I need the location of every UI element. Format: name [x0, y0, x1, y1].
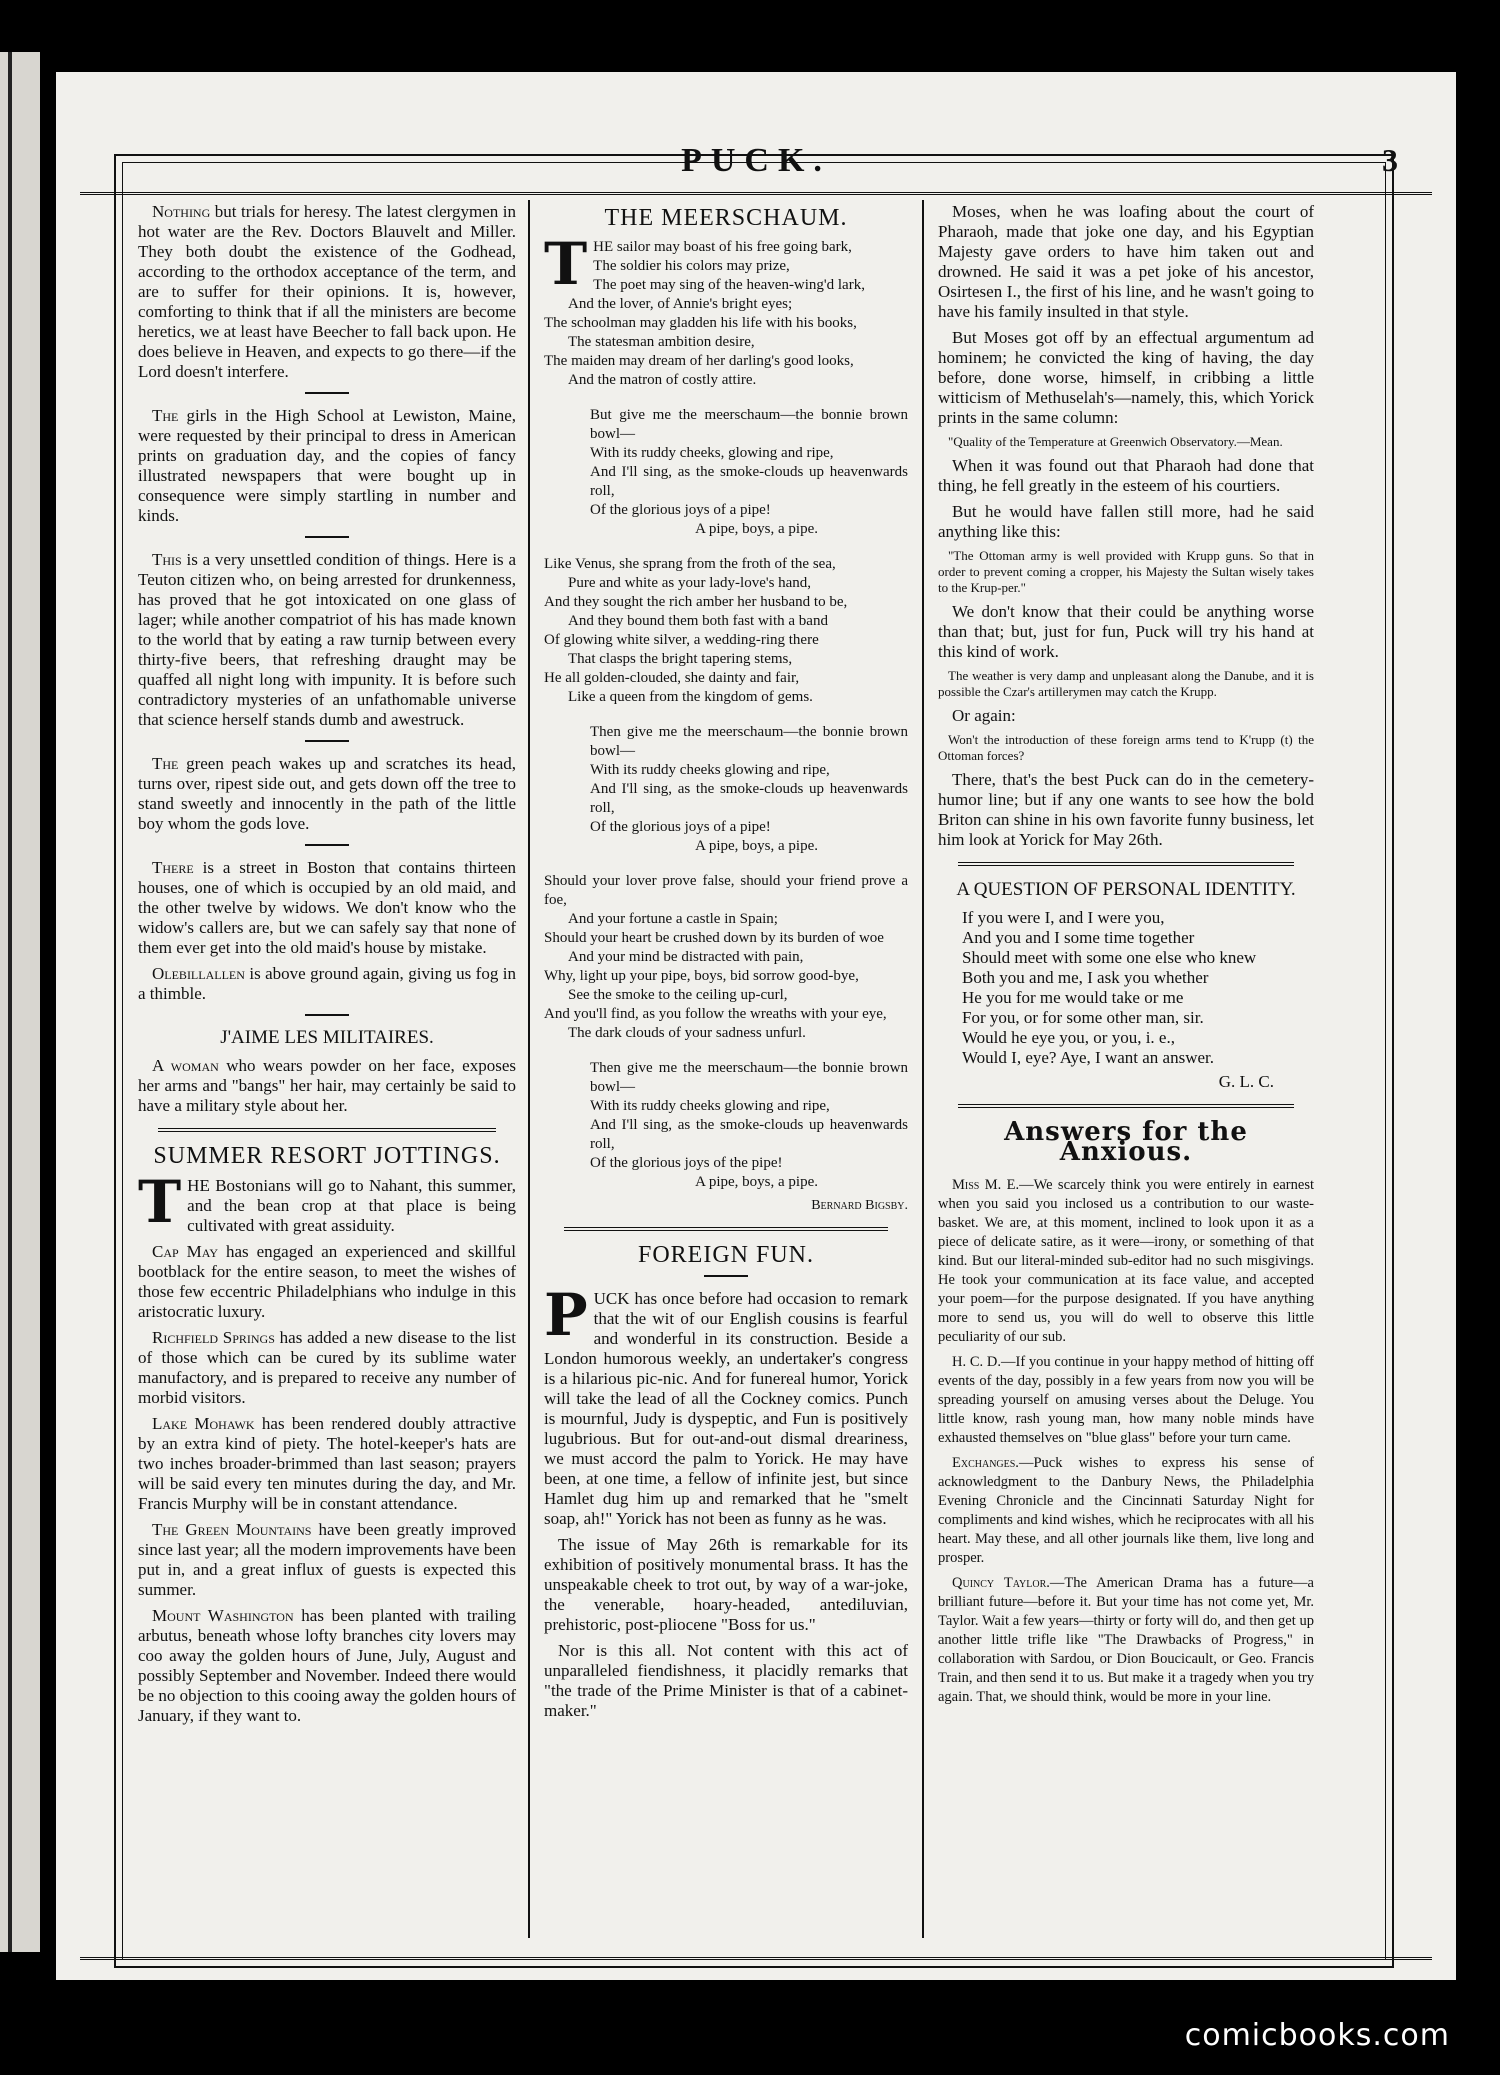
poem-line: A pipe, boys, a pipe. — [695, 521, 818, 537]
poem-line: Why, light up your pipe, boys, bid sorrow good-bye, — [544, 968, 859, 984]
double-rule — [158, 1128, 496, 1132]
watermark: comicbooks.com — [1184, 2018, 1450, 2053]
paragraph-text: has been rendered doubly attractive by an extra kind of piety. The hotel-keeper's hats are two inches broader-brimmed than last season; prayers will be said every ten minutes during the day, and Mr. Francis Murphy will be in constant attendance. — [138, 1414, 516, 1513]
paragraph-cap-may — [138, 1242, 516, 1322]
poem-line: And the matron of costly attire. — [568, 372, 757, 388]
paragraph-text: has been planted with trailing arbutus, beneath whose lofty branches city lovers may coo away the golden hours of June, July, August and possibly September and November. Indeed there would be no objection to this cooing away the golden hours of January, if they want to. — [138, 1606, 516, 1725]
paragraph-moses-1: Moses, when he was loafing about the court of Pharaoh, made that joke one day, and his Egyptian Majesty gave orders to have him taken out and drowned. He said it was a pet joke of his ancestor, Osirtesen I., the first of his line, and he wasn't going to have his family insulted in that style. — [938, 202, 1314, 321]
drop-cap: T — [138, 1168, 182, 1236]
poem-line: Like Venus, she sprang from the froth of the sea, — [544, 556, 836, 572]
double-rule — [564, 1227, 888, 1231]
separator — [305, 392, 349, 394]
lead-word: Quincy Taylor. — [952, 1575, 1050, 1591]
paragraph-peach — [138, 754, 516, 834]
paragraph-foreign-1 — [544, 1281, 908, 1529]
lead-word: Richfield Springs — [152, 1328, 275, 1347]
paragraph-text: HE Bostonians will go to Nahant, this summer, and the bean crop at that place is being cultivated with great assiduity. — [187, 1176, 516, 1235]
paragraph-text: who wears powder on her face, exposes her arms and "bangs" her hair, may certainly be said to have a military style about her. — [138, 1056, 516, 1115]
heading-foreign-fun: FOREIGN FUN. — [637, 1242, 814, 1268]
poem-stanza-2 — [544, 555, 908, 707]
drop-cap: P — [544, 1281, 588, 1349]
poem-stanza-3 — [544, 872, 908, 1043]
paragraph-text: has engaged an experienced and skillful bootblack for the entire season, to meet the wishes of those few eccentric Philadelphians who indulge in this aristocratic luxury. — [138, 1242, 516, 1321]
poem-line: That clasps the bright tapering stems, — [568, 651, 793, 667]
paragraph-mount-washington — [138, 1606, 516, 1726]
column-middle — [544, 202, 908, 1727]
paragraph-text: —The American Drama has a future—a brilliant future—before it. But your time has not come yet, Mr. Taylor. Wait a few years—thirty or forty will do, and then get up another little trifle like "The Drawbacks of Progress," in collaboration with Sardou, or Dion Boucicault, or Geo. Francis Train, and then send it to us. But make it a tragedy when you try again. That, we should think, would be more in your line. — [938, 1575, 1314, 1705]
answer-miss-me — [938, 1176, 1314, 1347]
quote-greenwich: "Quality of the Temperature at Greenwich Observatory.—Mean. — [948, 434, 1283, 449]
answer-exchanges — [938, 1454, 1314, 1568]
poem-line: He all golden-clouded, she dainty and fair, — [544, 670, 800, 686]
poem-line: See the smoke to the ceiling up-curl, — [568, 987, 788, 1003]
column-divider-2 — [922, 200, 924, 1938]
lead-word: The — [152, 754, 179, 773]
verse-line: Would he eye you, or you, i. e., — [962, 1028, 1175, 1047]
masthead-title: PUCK. — [681, 142, 831, 179]
column-left — [138, 202, 516, 1732]
poem-chorus-3 — [544, 1059, 908, 1192]
answer-quincy-taylor — [938, 1574, 1314, 1707]
poem-line: Pure and white as your lady-love's hand, — [568, 575, 812, 591]
column-divider-1 — [528, 200, 530, 1938]
separator — [704, 1275, 748, 1277]
poem-line: The maiden may dream of her darling's good looks, — [544, 353, 854, 369]
poem-line: Of the glorious joys of a pipe! — [590, 819, 771, 835]
double-rule — [958, 1104, 1294, 1108]
lead-word: Mount Washington — [152, 1606, 294, 1625]
lead-word: A woman — [152, 1056, 219, 1075]
poem-line: With its ruddy cheeks glowing and ripe, — [590, 762, 830, 778]
verse-line: He you for me would take or me — [962, 988, 1184, 1007]
paragraph-foreign-3: Nor is this all. Not content with this act of unparalleled fiendishness, it placidly remarks that "the trade of the Prime Minister is that of a cabinet-maker." — [544, 1641, 908, 1720]
poem-line: And your fortune a castle in Spain; — [568, 911, 778, 927]
paragraph-text: but trials for heresy. The latest clergymen in hot water are the Rev. Doctors Blauvelt and Miller. They both doubt the existence of the Godhead, according to the orthodox acceptance of the term, and are to suffer for their opinions. It is, however, comforting to think that if all the ministers are become heretics, we at least have Beecher to fall back upon. He does believe in Heaven, and expects to go there—if the Lord doesn't interfere. — [138, 202, 516, 381]
poem-line: HE sailor may boast of his free going bark, — [593, 239, 852, 255]
paragraph-heresy — [138, 202, 516, 382]
answer-hcd — [938, 1353, 1314, 1448]
poem-chorus-2 — [544, 723, 908, 856]
lead-word: Olebillallen — [152, 964, 245, 983]
verse-line: For you, or for some other man, sir. — [962, 1008, 1204, 1027]
quote-ottoman: "The Ottoman army is well provided with Krupp guns. So that in order to prevent coming a cropper, his Majesty the Sultan wisely takes to the Krup-per." — [938, 548, 1314, 595]
poem-line: The dark clouds of your sadness unfurl. — [568, 1025, 806, 1041]
paragraph-foreign-2: The issue of May 26th is remarkable for its exhibition of positively monumental brass. It has the unspeakable cheek to trot out, by way of a war-joke, the venerable, hoary-headed, antediluvian, prehistoric, post-pliocene "Boss for us." — [544, 1535, 908, 1634]
poem-line: Should your heart be crushed down by its burden of woe — [544, 930, 884, 946]
paragraph-text: girls in the High School at Lewiston, Maine, were requested by their principal to dress in American prints on graduation day, and the copies of fancy illustrated newspapers that were bought up in consequence were simply startling in number and kinds. — [138, 406, 516, 525]
verse-line: Should meet with some one else who knew — [962, 948, 1257, 967]
lead-word: This — [152, 550, 182, 569]
poem-line: The schoolman may gladden his life with his books, — [544, 315, 857, 331]
poem-line: Of the glorious joys of a pipe! — [590, 502, 771, 518]
paragraph-bostonians — [138, 1168, 516, 1236]
heading-meerschaum: THE MEERSCHAUM. — [604, 205, 848, 231]
lead-word: There — [152, 858, 194, 877]
poem-line: And I'll sing, as the smoke-clouds up heavenwards roll, — [590, 1117, 908, 1152]
poem-line: The poet may sing of the heaven-wing'd lark, — [593, 277, 865, 293]
page-number: 3 — [1382, 142, 1398, 178]
paragraph-text: is above ground again, giving us fog in a thimble. — [138, 964, 516, 1003]
lead-word: Cap May — [152, 1242, 218, 1261]
poem-line: And your mind be distracted with pain, — [568, 949, 804, 965]
poem-line: A pipe, boys, a pipe. — [695, 1174, 818, 1190]
poem-line: And you'll find, as you follow the wreaths with your eye, — [544, 1006, 887, 1022]
lead-word: The — [152, 406, 179, 425]
poem-line: But give me the meerschaum—the bonnie brown bowl— — [590, 407, 908, 442]
paragraph-text: —If you continue in your happy method of hitting off events of the day, possibly in a few years from now you will be spreading yourself on amusing verses about the Deluge. You little know, rash young man, how many noble minds have exhausted themselves on "blue glass" before your turn came. — [938, 1354, 1314, 1446]
poem-line: The soldier his colors may prize, — [593, 258, 790, 274]
footer-rule — [80, 1957, 1432, 1964]
lead-word: Lake Mohawk — [152, 1414, 255, 1433]
drop-cap: T — [544, 230, 588, 298]
page-gutter-line — [8, 52, 12, 1952]
lead-word: Nothing — [152, 202, 211, 221]
poem-line: And they sought the rich amber her husband to be, — [544, 594, 848, 610]
paragraph-text: has added a new disease to the list of those which can be cured by its sublime water manufactory, and is prepared to receive any number of morbid visitors. — [138, 1328, 516, 1407]
paragraph-moses-2: But Moses got off by an effectual argumentum ad hominem; he convicted the king of having, the day before, done worse, himself, in cribbing a little witticism of Methuselah's—namely, this, which Yorick prints in the same column: — [938, 328, 1314, 427]
verse-line: Both you and me, I ask you whether — [962, 968, 1209, 987]
paragraph-text: —We scarcely think you were entirely in earnest when you said you inclosed us a contribution to our waste-basket. We are, at this moment, inclined to look upon it as a piece of delicate satire, as it were—irony, or something of that kind. But our literal-minded sub-editor had no such misgivings. He took your communication at its face value, and accepted your poem—for the purpose designated. If you have anything more to send us, you will do well to observe this little peculiarity of our sub. — [938, 1177, 1314, 1345]
verse-signature: G. L. C. — [1218, 1072, 1274, 1091]
poem-line: And they bound them both fast with a band — [568, 613, 828, 629]
poem-chorus-1 — [544, 406, 908, 539]
lead-word: H. C. D. — [952, 1354, 1001, 1370]
paragraph-richfield — [138, 1328, 516, 1408]
verse-line: And you and I some time together — [962, 928, 1195, 947]
poem-line: Then give me the meerschaum—the bonnie brown bowl— — [590, 724, 908, 759]
paragraph-lewiston — [138, 406, 516, 526]
poem-line: A pipe, boys, a pipe. — [695, 838, 818, 854]
paragraph-moses-4: But he would have fallen still more, had he said anything like this: — [938, 502, 1314, 541]
paragraph-olebillallen — [138, 964, 516, 1004]
paragraph-moses-5: We don't know that their could be anything worse than that; but, just for fun, Puck will try his hand at this kind of work. — [938, 602, 1314, 661]
paragraph-lake-mohawk — [138, 1414, 516, 1514]
verse-line: If you were I, and I were you, — [962, 908, 1165, 927]
lead-word: Exchanges. — [952, 1455, 1019, 1471]
column-right — [938, 202, 1314, 1713]
paragraph-green-mountains — [138, 1520, 516, 1600]
poem-line: And the lover, of Annie's bright eyes; — [568, 296, 793, 312]
paragraph-text: green peach wakes up and scratches its head, turns over, ripest side out, and gets down off the tree to stand sweetly and innocently in the path of the little boy whom the gods love. — [138, 754, 516, 833]
verse-line: Would I, eye? Aye, I want an answer. — [962, 1048, 1214, 1067]
heading-answers-anxious: Answers for the Anxious. — [1004, 1117, 1248, 1167]
poem-line: With its ruddy cheeks, glowing and ripe, — [590, 445, 834, 461]
poem-stanza-1 — [544, 230, 908, 390]
separator — [305, 1014, 349, 1016]
poem-line: Should your lover prove false, should your friend prove a foe, — [544, 873, 908, 908]
newspaper-page — [56, 72, 1456, 1980]
paragraph-text: is a very unsettled condition of things. Here is a Teuton citizen who, on being arrested for drunkenness, has proved that he got intoxicated on one glass of lager; while another compatriot of his has made known to the world that by eating a raw turnip between every thirty-five beers, that refreshing draught may be quaffed all night long with impunity. It is before such contradictory mysteries of an unfathomable universe that science herself stands dumb and awestruck. — [138, 550, 516, 729]
quote-krupp: Won't the introduction of these foreign arms tend to K'rupp (t) the Ottoman forces? — [938, 732, 1314, 763]
poem-line: Of glowing white silver, a wedding-ring there — [544, 632, 819, 648]
adjacent-page-edge — [0, 52, 40, 1952]
paragraph-or-again: Or again: — [952, 706, 1016, 725]
separator — [305, 740, 349, 742]
lead-word: Miss M. E. — [952, 1177, 1020, 1193]
quote-danube: The weather is very damp and unpleasant along the Danube, and it is possible the Czar's artillerymen may catch the Krupp. — [938, 668, 1314, 699]
separator — [305, 536, 349, 538]
paragraph-moses-7: There, that's the best Puck can do in the cemetery-humor line; but if any one wants to see how the bold Briton can shine in his own favorite funny business, let him look at Yorick for May 26th. — [938, 770, 1314, 849]
poem-line: With its ruddy cheeks glowing and ripe, — [590, 1098, 830, 1114]
heading-militaires: J'AIME LES MILITAIRES. — [220, 1027, 434, 1048]
poem-line: Like a queen from the kingdom of gems. — [568, 689, 813, 705]
heading-summer-resort: SUMMER RESORT JOTTINGS. — [153, 1143, 501, 1169]
paragraph-teuton — [138, 550, 516, 730]
poem-line: The statesman ambition desire, — [568, 334, 755, 350]
verse-identity — [938, 908, 1314, 1068]
poem-line: And I'll sing, as the smoke-clouds up heavenwards roll, — [590, 464, 908, 499]
paragraph-text: is a street in Boston that contains thirteen houses, one of which is occupied by an old maid, and the other twelve by widows. We don't know who the widow's callers are, but we can safely say that none of them ever get into the old maid's house by mistake. — [138, 858, 516, 957]
poem-line: And I'll sing, as the smoke-clouds up heavenwards roll, — [590, 781, 908, 816]
poem-meerschaum — [544, 230, 908, 1215]
lead-word: The Green Mountains — [152, 1520, 312, 1539]
poem-line: Then give me the meerschaum—the bonnie brown bowl— — [590, 1060, 908, 1095]
paragraph-text: —Puck wishes to express his sense of acknowledgment to the Danbury News, the Philadelphia Evening Chronicle and the Cincinnati Saturday Night for compliments and kind wishes, which he reciprocates with all his heart. May these, and all other journals like them, live long and prosper. — [938, 1455, 1314, 1566]
paragraph-militaires — [138, 1056, 516, 1116]
paragraph-text: have been greatly improved since last year; all the modern improvements have been put in, and a great influx of guests is expected this summer. — [138, 1520, 516, 1599]
heading-personal-identity: A QUESTION OF PERSONAL IDENTITY. — [956, 879, 1296, 900]
poem-signature: Bernard Bigsby. — [811, 1198, 908, 1213]
separator — [305, 844, 349, 846]
paragraph-boston — [138, 858, 516, 958]
poem-line: Of the glorious joys of the pipe! — [590, 1155, 783, 1171]
masthead-rule — [80, 192, 1432, 199]
double-rule — [958, 862, 1294, 866]
paragraph-text: UCK has once before had occasion to remark that the wit of our English cousins is fearful and wonderful in its construction. Beside a London humorous weekly, an undertaker's congress is a hilarious pic-nic. And for funereal humor, Yorick will take the lead of all the Cockney comics. Punch is mournful, Judy is dyspeptic, and Fun is positively lugubrious. But for out-and-out dismal dreariness, we must accord the palm to Yorick. He may have been, at one time, a fellow of infinite jest, but since Hamlet dug him up and remarked that he "smelt soap, ah!" Yorick has not been as funny as he was. — [544, 1289, 908, 1528]
paragraph-moses-3: When it was found out that Pharaoh had done that thing, he fell greatly in the esteem of his courtiers. — [938, 456, 1314, 495]
